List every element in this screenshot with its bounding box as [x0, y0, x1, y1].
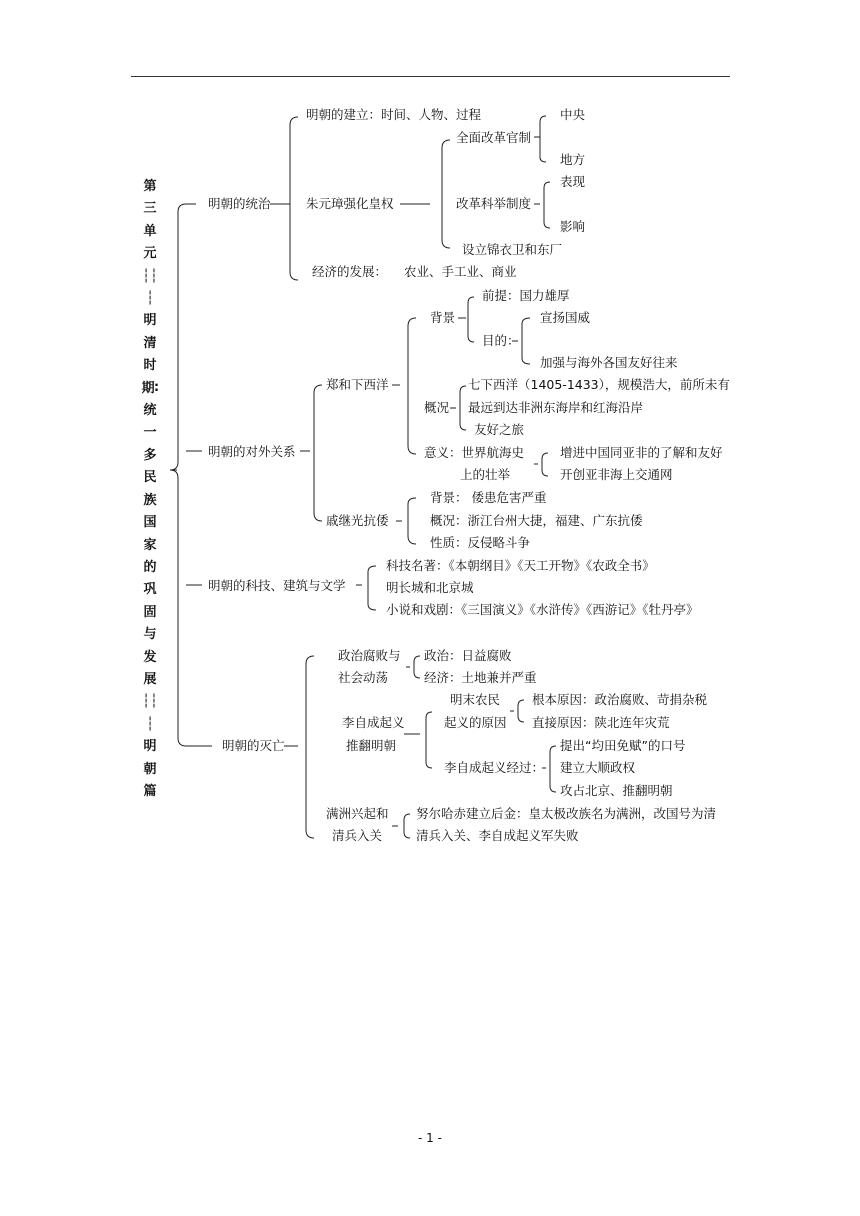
- purpose-text: 目的：: [482, 333, 520, 348]
- overview-bracket: [450, 386, 466, 430]
- rule-title: 明朝的统治: [208, 196, 271, 211]
- process-1-text: 提出“均田免赋”的口号: [560, 738, 686, 753]
- background-text: 背景: [430, 310, 456, 325]
- jinyiwei-text: 设立锦衣卫和东厂: [462, 242, 563, 257]
- centralize-bracket: [400, 140, 450, 248]
- manchu-2-text: 清兵入关: [332, 828, 383, 843]
- purpose-2-text: 加强与海外各国友好往来: [540, 355, 678, 370]
- reform-exam-text: 改革科举制度: [456, 196, 532, 211]
- sig-1-text: 增进中国同亚非的了解和友好: [560, 445, 723, 460]
- literature-text: 小说和戏剧：《三国演义》《水浒传》《西游记》《牡丹亭》: [386, 602, 699, 617]
- process-bracket: [542, 746, 556, 792]
- lizicheng-bracket: [404, 712, 432, 768]
- centralize-text: 朱元璋强化皇权: [306, 196, 394, 211]
- economy-label: 经济的发展：: [312, 264, 388, 279]
- foreign-bracket: [300, 385, 322, 521]
- qi-nature-text: 性质：反侵略斗争: [430, 535, 531, 550]
- fall-title: 明朝的灭亡: [222, 738, 285, 753]
- premise-text: 前提：国力雄厚: [482, 288, 570, 303]
- architecture-text: 明长城和北京城: [386, 580, 474, 595]
- reform-officials-text: 全面改革官制: [456, 130, 532, 145]
- manchu-bracket: [392, 814, 410, 838]
- local-text: 地方: [560, 152, 586, 167]
- significance-bracket: [534, 453, 548, 476]
- causes-1-text: 明末农民: [450, 692, 501, 707]
- significance-2-text: 上的壮举: [460, 467, 511, 482]
- zhenghe-text: 郑和下西洋: [326, 377, 389, 392]
- unit-title: 第三单元┆┆┆明清时期∶统一多民族国家的巩固与发展┆┆┆明朝篇: [141, 179, 159, 799]
- main-bracket-ticks: [186, 204, 212, 746]
- lizicheng-1-text: 李自成起义: [342, 715, 405, 730]
- process-3-text: 攻占北京、推翻明朝: [560, 783, 673, 798]
- significance-1-text: 意义：世界航海史: [424, 445, 525, 460]
- economy-value: 农业、手工业、商业: [404, 264, 517, 279]
- manchu-1-text: 满洲兴起和: [326, 806, 389, 821]
- manchu-b-text: 清兵入关、李自成起义军失败: [416, 828, 579, 843]
- influence-text: 影响: [560, 219, 586, 234]
- fall-bracket: [284, 656, 314, 838]
- manifestation-text: 表现: [560, 174, 586, 189]
- root-cause-text: 根本原因：政治腐败、苛捐杂税: [532, 692, 708, 707]
- overview-3-text: 友好之旅: [474, 422, 525, 437]
- overview-1-text: 七下西洋（1405-1433），规模浩大，前所未有: [468, 377, 730, 392]
- corruption-1-text: 政治腐败与: [338, 648, 401, 663]
- corruption-2-text: 社会动荡: [338, 670, 389, 685]
- qi-background-text: 背景： 倭患危害严重: [430, 490, 547, 505]
- culture-title: 明朝的科技、建筑与文学: [208, 578, 346, 593]
- rule-bracket: [270, 117, 298, 280]
- culture-bracket: [356, 566, 376, 610]
- main-bracket: [170, 204, 186, 746]
- manchu-a-text: 努尔哈赤建立后金：皇太极改族名为满洲，改国号为清: [416, 806, 717, 821]
- central-text: 中央: [560, 107, 586, 122]
- founding-text: 明朝的建立：时间、人物、过程: [306, 107, 482, 122]
- politics-text: 政治：日益腐败: [424, 648, 512, 663]
- causes-2-text: 起义的原因: [444, 715, 507, 730]
- process-text: 李自成起义经过：: [444, 760, 545, 775]
- corruption-bracket: [406, 656, 420, 678]
- background-bracket: [458, 297, 474, 342]
- foreign-title: 明朝的对外关系: [208, 444, 296, 459]
- qi-bracket: [396, 498, 416, 544]
- fall-economy-text: 经济：土地兼并严重: [424, 670, 537, 685]
- causes-bracket: [510, 700, 524, 722]
- page-number: - 1 -: [418, 1131, 442, 1145]
- officials-bracket: [534, 116, 546, 162]
- overview-2-text: 最远到达非洲东海岸和红海沿岸: [468, 400, 644, 415]
- process-2-text: 建立大顺政权: [560, 760, 636, 775]
- exam-bracket: [534, 182, 550, 228]
- lizicheng-2-text: 推翻明朝: [346, 738, 397, 753]
- tech-text: 科技名著：《本朝纲目》《天工开物》《农政全书》: [386, 558, 655, 573]
- qi-overview-text: 概况：浙江台州大捷，福建、广东抗倭: [430, 513, 643, 528]
- sig-2-text: 开创亚非海上交通网: [560, 467, 673, 482]
- qijiguang-text: 戚继光抗倭: [326, 513, 389, 528]
- overview-text: 概况: [424, 400, 450, 415]
- purpose-1-text: 宣扬国威: [540, 310, 591, 325]
- zhenghe-bracket: [392, 318, 416, 454]
- direct-cause-text: 直接原因：陕北连年灾荒: [532, 715, 670, 730]
